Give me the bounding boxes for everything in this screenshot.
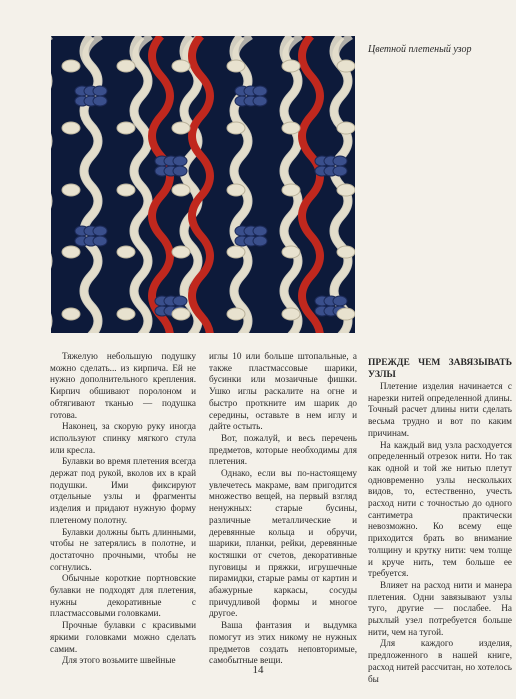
text-column-3 (368, 358, 512, 685)
paragraph: Обычные короткие портновские булавки не подходят для плетения, нужны декоративные с пластмассовыми головками. (50, 573, 196, 619)
paragraph: Булавки должны быть длинными, чтобы не затерялись в полотне, и достаточно прочными, чтобы не согнулись. (50, 526, 196, 572)
photo-caption: Цветной плетеный узор (368, 44, 472, 55)
text-column-2 (209, 351, 357, 667)
paragraph: Ваша фантазия и выдумка помогут из этих никому не нужных предметов создать неповторимые, самобытные вещи. (209, 620, 357, 666)
paragraph: Для каждого изделия, предложенного в нашей книге, расход нитей рассчитан, но хотелось бы (368, 638, 512, 684)
text-column-1 (50, 351, 196, 667)
page-number: 14 (252, 664, 264, 676)
paragraph: Для этого возьмите швейные (62, 655, 176, 666)
paragraph: Тяжелую небольшую подушку можно сделать... из кирпича. Ей не нужно дополнительного крепления. Кирпич обшивают поролоном и обтягивают тканью — подушка готова. (50, 351, 196, 420)
paragraph: Влияет на расход нити и манера плетения. Одни завязывают узлы туго, другие — послабее. На рыхлый узел потребуется больше нити, чем на тугой. (368, 579, 512, 637)
paragraph: Булавки во время плетения всегда держат под рукой, вколов их в край подушки. Ими фиксируют отдельные узлы и фрагменты изделия и придают нужную форму плетеному полотну. (50, 456, 196, 525)
paragraph: Прочные булавки с красивыми яркими головками можно сделать самим. (50, 620, 196, 654)
paragraph: Плетение изделия начинается с нарезки нитей определенной длины. Точный расчет длины нити сделать весьма трудно и вот по каким причинам. (368, 381, 512, 438)
paragraph: На каждый вид узла расходуется определенный отрезок нити. Но так как одной и той же нитью плетут одновременно узлы нескольких видов, то, естественно, учесть расход нити с точностью до одного сантиметра практически невозможно. Ко всему еще приходится брать во внимание толщину и крутку нити: чем толще и круче нить, тем больше ее требуется. (368, 439, 512, 579)
macrame-photo (51, 36, 355, 333)
paragraph: Однако, если вы по-настоящему увлечетесь макраме, вам пригодится множество вещей, на первый взгляд ненужных: старые бусины, различные металлические и деревянные кольца и обручи, шарики, планки, рейки, деревянные костяшки от счетов, декоративные пуговицы и пряжки, игрушечные пирамидки, старые рамы от картин и абажурные каркасы, сосуды причудливой формы и многое другое. (209, 468, 357, 619)
paragraph: Вот, пожалуй, и весь перечень предметов, которые необходимы для плетения. (209, 432, 357, 467)
section-heading: ПРЕЖДЕ ЧЕМ ЗАВЯЗЫВАТЬ УЗЛЫ (368, 358, 512, 380)
paragraph: Наконец, за скорую руку иногда используют спинку мягкого стула или кресла. (50, 421, 196, 455)
paragraph: иглы 10 или больше штопальные, а также пластмассовые шарики, бусинки или мозаичные фишки. Ушко иглы раскалите на огне и быстро проткните им шарик до середины, оставьте в нем иглу и дайте остыть. (209, 351, 357, 432)
